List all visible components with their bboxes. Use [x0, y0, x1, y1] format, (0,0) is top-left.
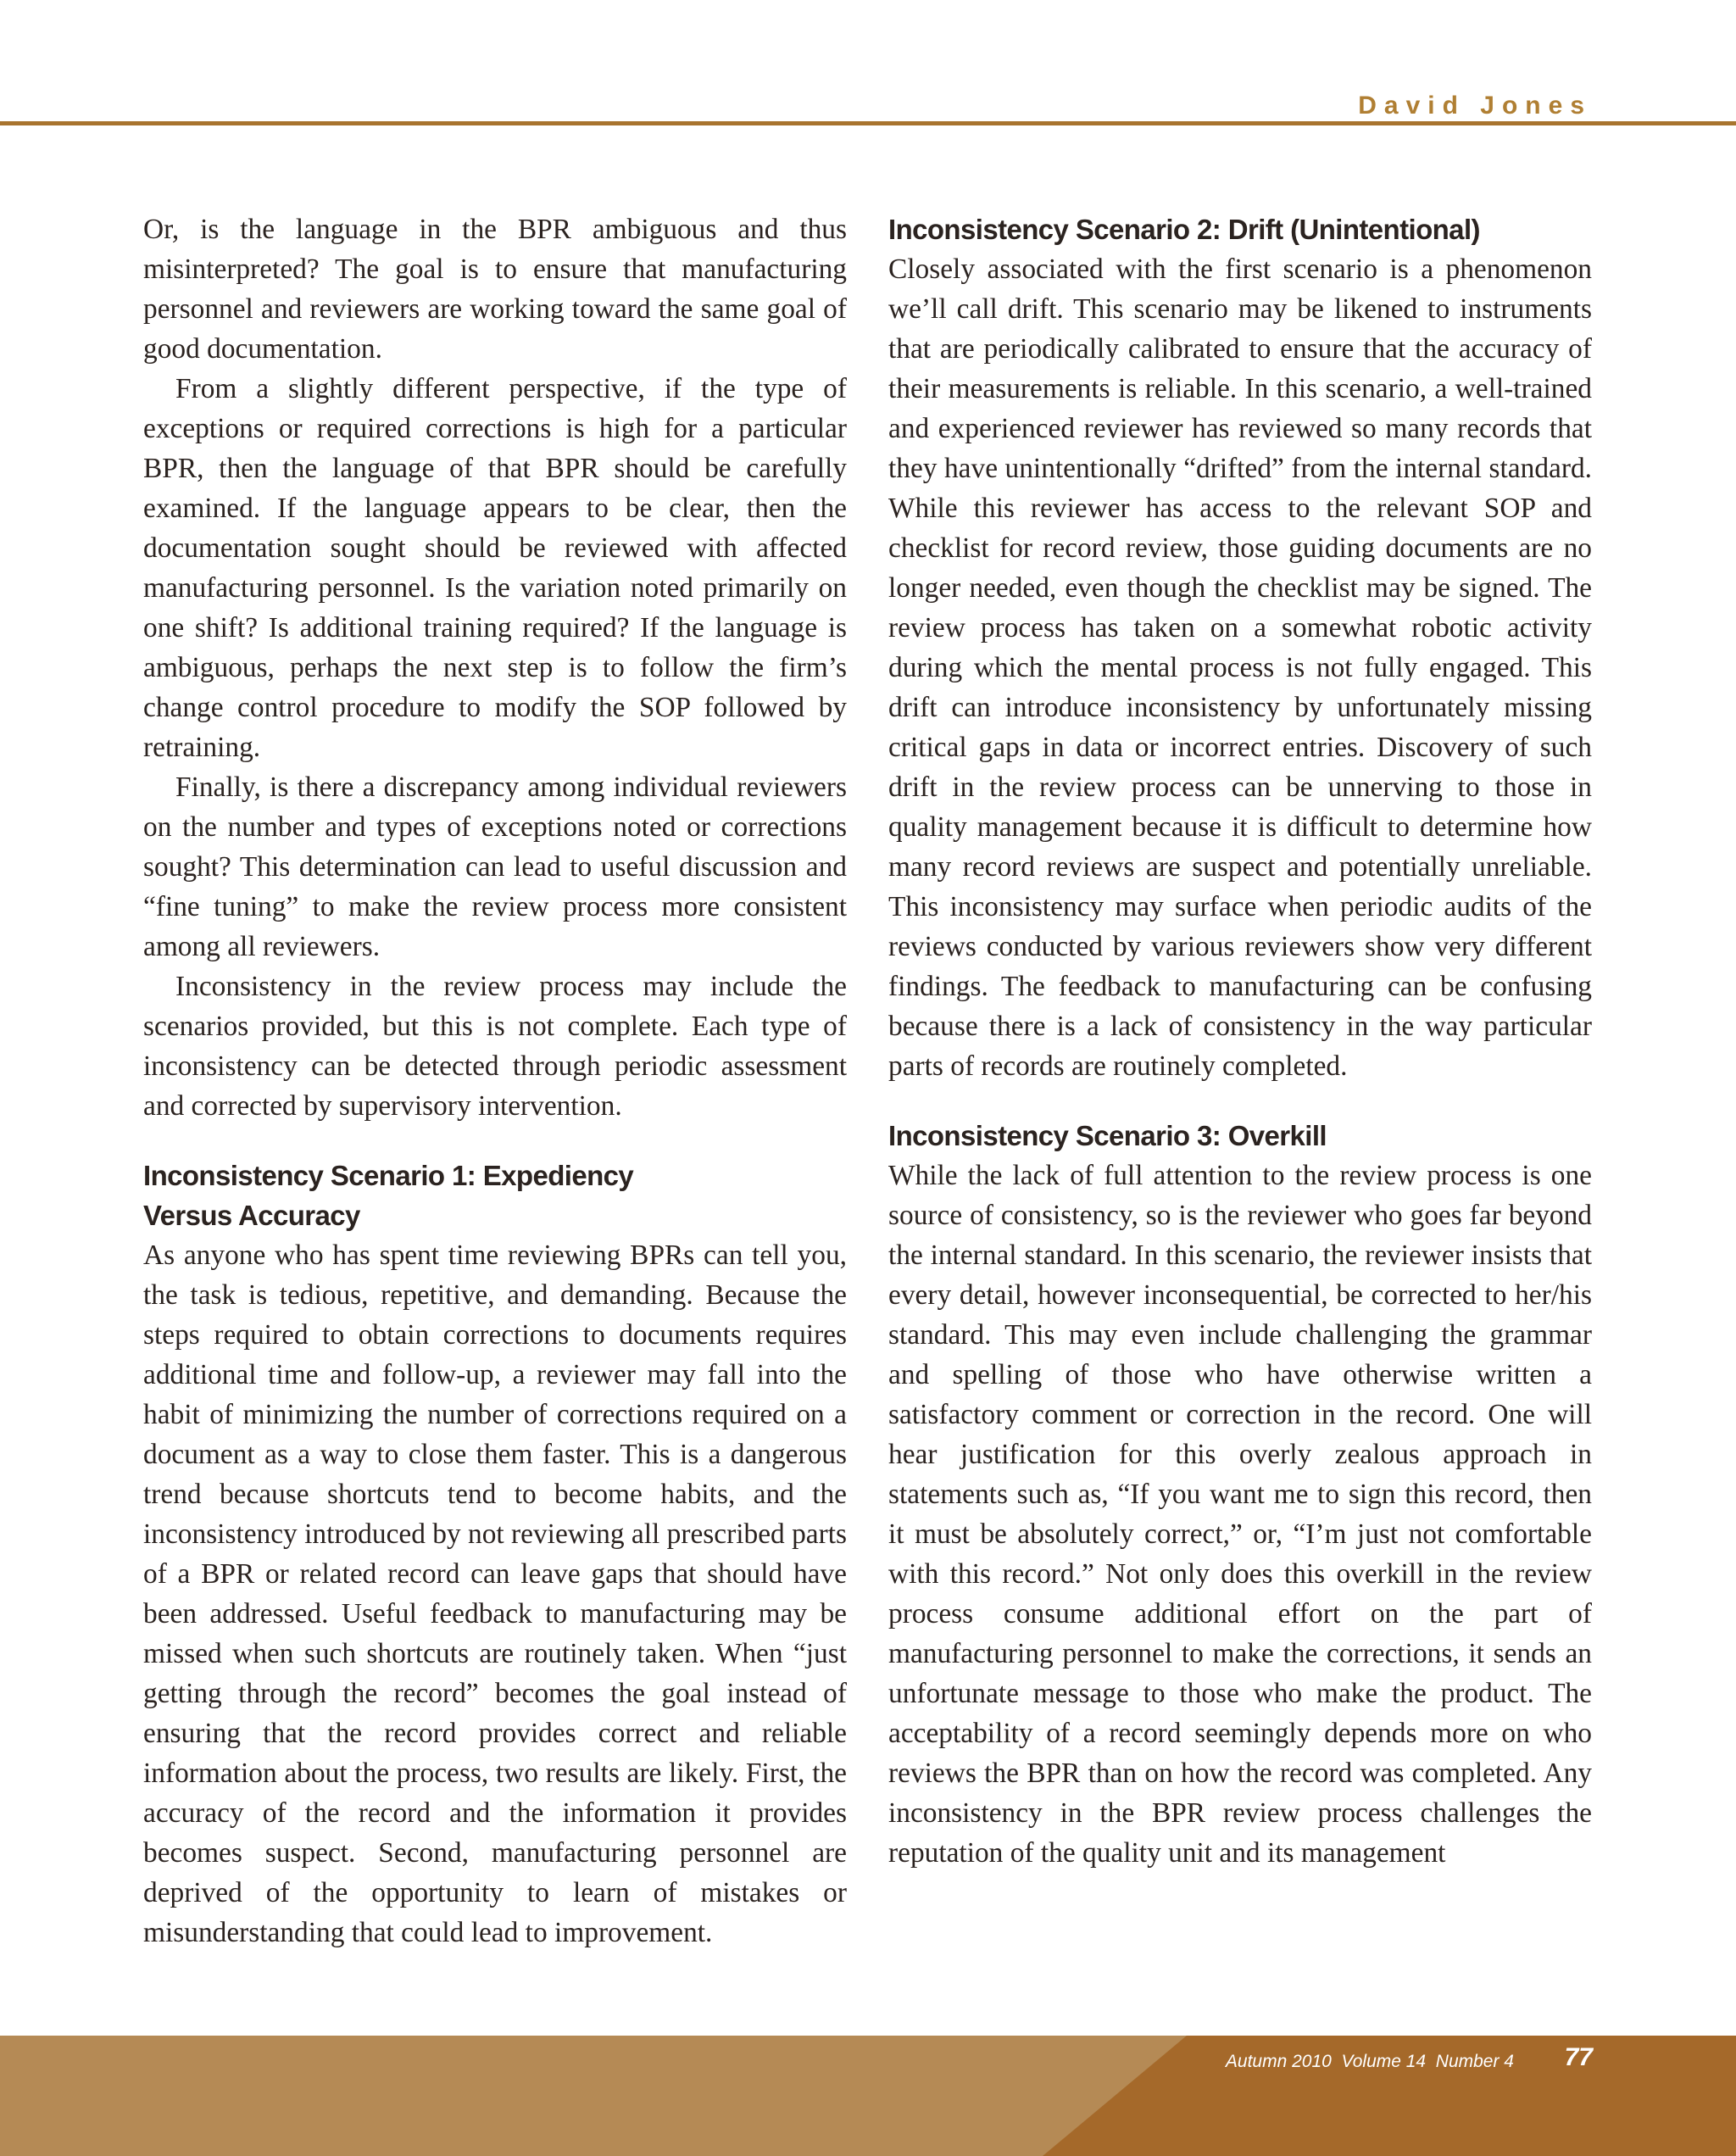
paragraph: Inconsistency in the review process may include the scenarios provided, but this is not complete. Each type of inconsistency can be detected through periodic assessment and corrected by supervisory intervention.	[143, 971, 847, 1122]
paragraph: While the lack of full attention to the review process is one source of consistency, so is the reviewer who goes far beyond the internal standard. In this scenario, the reviewer insists that every detail, however inconsequential, be corrected to her/his standard. This may even include challenging the grammar and spelling of those who have otherwise written a satisfactory comment or correction in the record. One will hear justification for this overly zealous approach in statements such as, “If you want me to sign this record, then it must be absolutely correct,” or, “I’m just not comfortable with this record.” Not only does this overkill in the review process consume additional effort on the part of manufacturing personnel to make the corrections, it sends an unfortunate message to those who make the product. The acceptability of a record seemingly depends more on who reviews the BPR than on how the record was completed. Any inconsistency in the BPR review process challenges the reputation of the quality unit and its management	[888, 1160, 1592, 1869]
section-heading-line: Versus Accuracy	[143, 1200, 360, 1231]
paragraph: Or, is the language in the BPR ambiguous and thus misinterpreted? The goal is to ensure that manufacturing personnel and reviewers are working toward the same goal of good documentation.	[143, 214, 847, 365]
running-header-author: David Jones	[1358, 92, 1592, 120]
header-rule	[0, 121, 1736, 125]
paragraph: As anyone who has spent time reviewing BPRs can tell you, the task is tedious, repetitive, and demanding. Because the steps required to obtain corrections to documents requires additional time and follow-up, a reviewer may fall into the habit of minimizing the number of corrections required on a document as a way to close them faster. This is a dangerous trend because shortcuts tend to become habits, and the inconsistency introduced by not reviewing all prescribed parts of a BPR or related record can leave gaps that should have been addressed. Useful feedback to manufacturing may be missed when such shortcuts are routinely taken. When “just getting through the record” becomes the goal instead of ensuring that the record provides correct and reliable information about the process, two results are likely. First, the accuracy of the record and the information it provides becomes suspect. Second, manufacturing personnel are deprived of the opportunity to learn of mistakes or misunderstanding that could lead to improvement.	[143, 1240, 847, 1948]
left-column	[143, 209, 847, 1953]
footer-issue-info: Autumn 2010 Volume 14 Number 4	[1225, 2052, 1514, 2071]
paragraph: Closely associated with the first scenario is a phenomenon we’ll call drift. This scenario may be likened to instruments that are periodically calibrated to ensure that the accuracy of their measurements is reliable. In this scenario, a well-trained and experienced reviewer has reviewed so many records that they have unintentionally “drifted” from the internal standard. While this reviewer has access to the relevant SOP and checklist for record review, those guiding documents are no longer needed, even though the checklist may be signed. The review process has taken on a somewhat robotic activity during which the mental process is not fully engaged. This drift can introduce inconsistency by unfortunately missing critical gaps in data or incorrect entries. Discovery of such drift in the review process can be unnerving to those in quality management because it is difficult to determine how many record reviews are suspect and potentially unreliable. This inconsistency may surface when periodic audits of the reviews conducted by various reviewers show very different findings. The feedback to manufacturing can be confusing because there is a lack of consistency in the way particular parts of records are routinely completed.	[888, 253, 1592, 1082]
paragraph: From a slightly different perspective, if the type of exceptions or required corrections is high for a particular BPR, then the language of that BPR should be carefully examined. If the language appears to be clear, then the documentation sought should be reviewed with affected manufacturing personnel. Is the variation noted primarily on one shift? Is additional training required? If the language is ambiguous, perhaps the next step is to follow the firm’s change control procedure to modify the SOP followed by retraining.	[143, 373, 847, 763]
paragraph: Finally, is there a discrepancy among individual reviewers on the number and types of exceptions noted or corrections sought? This determination can lead to useful discussion and “fine tuning” to make the review process more consistent among all reviewers.	[143, 772, 847, 962]
right-column	[888, 209, 1592, 1873]
section-heading: Inconsistency Scenario 2: Drift (Unintentional)	[888, 214, 1480, 245]
page-number: 77	[1564, 2043, 1593, 2071]
section-heading: Inconsistency Scenario 3: Overkill	[888, 1120, 1327, 1151]
section-heading-line: Inconsistency Scenario 1: Expediency	[143, 1160, 634, 1191]
section-heading	[143, 1156, 847, 1235]
